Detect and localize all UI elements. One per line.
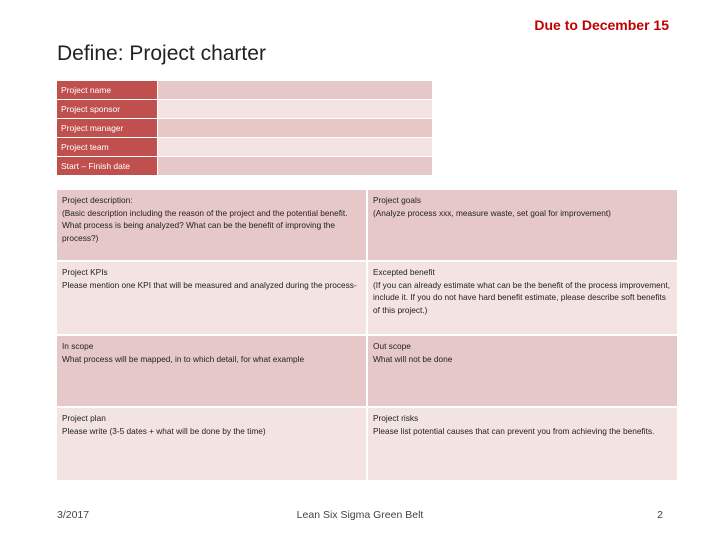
project-goals-cell[interactable]: Project goals (Analyze process xxx, measure waste, set goal for improvement) xyxy=(368,190,677,260)
grid-row-description xyxy=(57,190,677,260)
grid-row-kpis xyxy=(57,262,677,334)
expected-benefit-cell[interactable]: Excepted benefit (If you can already estimate what can be the benefit of the process improvement, include it. If you do not have hard benefit estimate, please describe soft benefits of this project.) xyxy=(368,262,677,334)
project-team-field[interactable] xyxy=(158,138,432,156)
footer-date: 3/2017 xyxy=(57,509,90,521)
grid-row-scope xyxy=(57,336,677,406)
charter-grid xyxy=(57,190,677,482)
info-label: Project name xyxy=(57,81,157,99)
project-risks-cell[interactable]: Project risks Please list potential causes that can prevent you from achieving the benefits. xyxy=(368,408,677,480)
info-label: Project sponsor xyxy=(57,100,157,118)
footer-title: Lean Six Sigma Green Belt xyxy=(296,509,424,521)
grid-row-plan xyxy=(57,408,677,480)
info-row-start-finish-date xyxy=(57,157,432,175)
title-prefix: Define: xyxy=(57,42,124,65)
project-description-cell[interactable]: Project description: (Basic description including the reason of the project and the potential benefit. What process is being analyzed? What can be the benefit of improving the process?) xyxy=(57,190,366,260)
project-sponsor-field[interactable] xyxy=(158,100,432,118)
project-name-field[interactable] xyxy=(158,81,432,99)
project-kpis-cell[interactable]: Project KPIs Please mention one KPI that will be measured and analyzed during the process- xyxy=(57,262,366,334)
project-plan-cell[interactable]: Project plan Please write (3-5 dates + what will be done by the time) xyxy=(57,408,366,480)
project-info-table xyxy=(57,81,432,176)
info-label: Project manager xyxy=(57,119,157,137)
info-row-project-name xyxy=(57,81,432,99)
page-title xyxy=(57,42,266,66)
title-main: Project charter xyxy=(123,42,266,65)
project-manager-field[interactable] xyxy=(158,119,432,137)
due-date-note: Due to December 15 xyxy=(534,17,669,33)
info-label: Start – Finish date xyxy=(57,157,157,175)
info-row-project-sponsor xyxy=(57,100,432,118)
info-label: Project team xyxy=(57,138,157,156)
page-number: 2 xyxy=(657,509,663,521)
out-scope-cell[interactable]: Out scope What will not be done xyxy=(368,336,677,406)
info-row-project-team xyxy=(57,138,432,156)
in-scope-cell[interactable]: In scope What process will be mapped, in to which detail, for what example xyxy=(57,336,366,406)
start-finish-date-field[interactable] xyxy=(158,157,432,175)
info-row-project-manager xyxy=(57,119,432,137)
